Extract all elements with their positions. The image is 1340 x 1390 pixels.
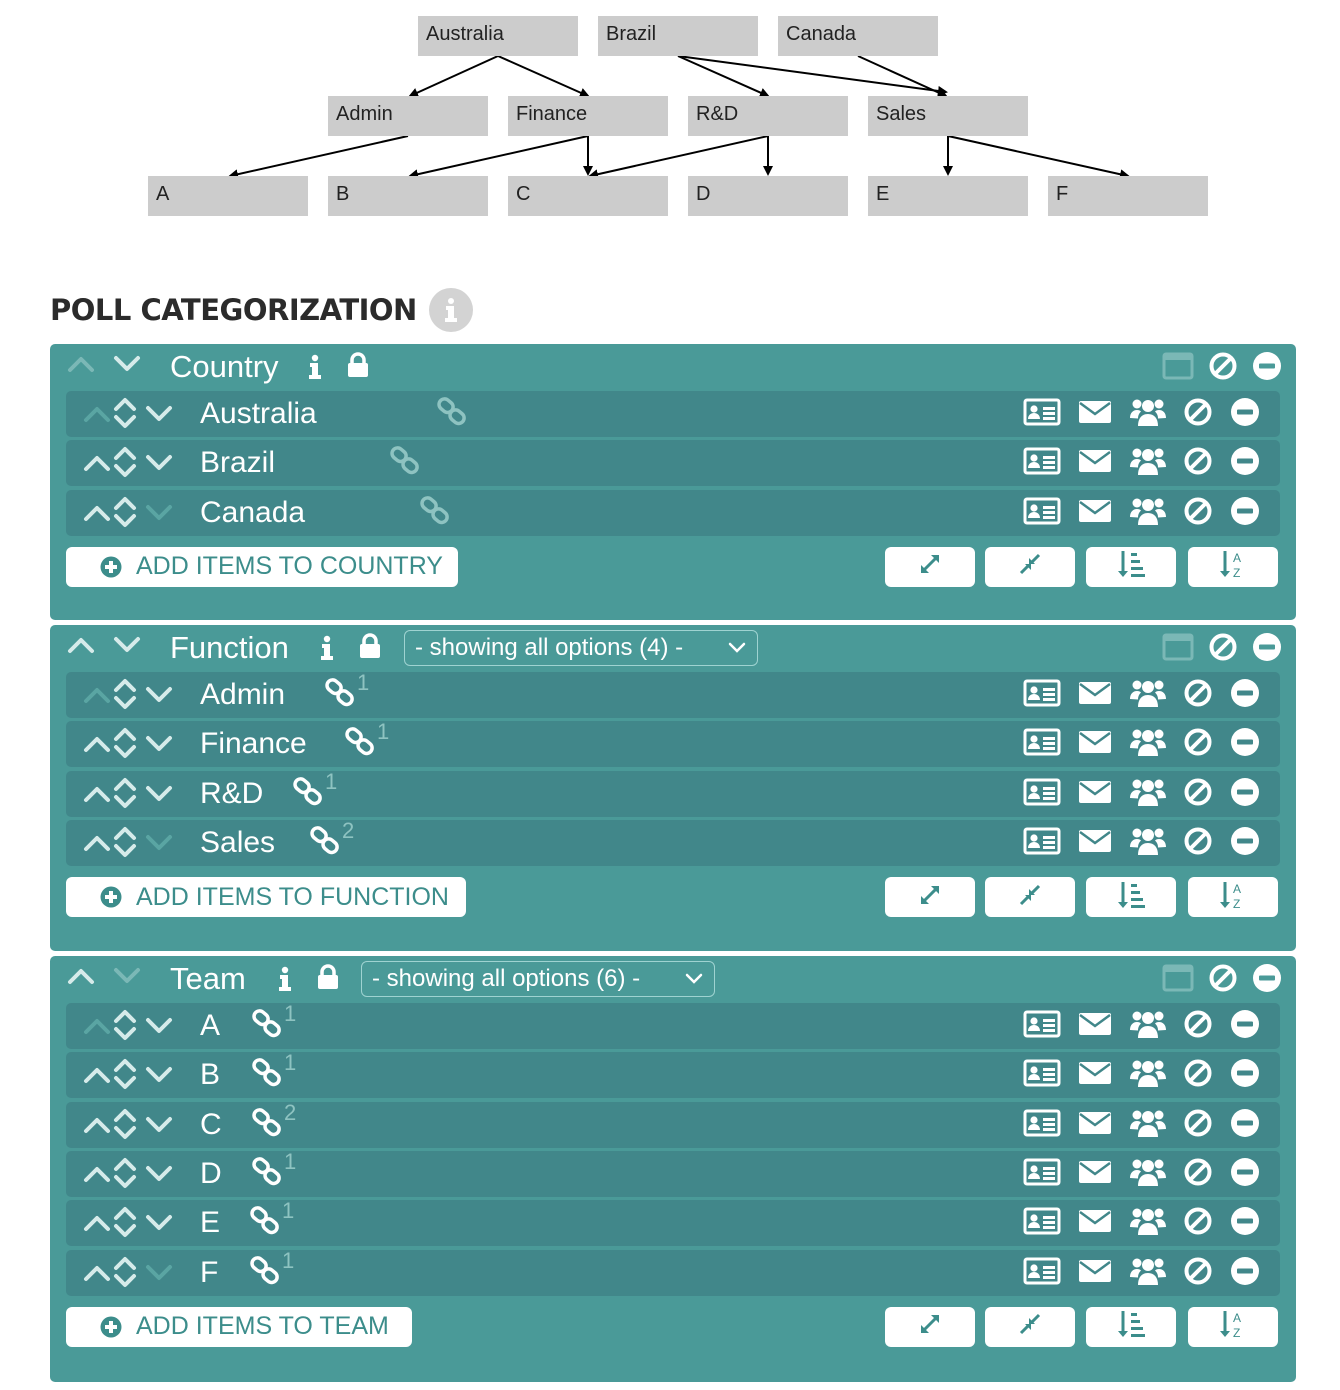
envelope-icon[interactable] (1068, 1059, 1121, 1087)
category-actions (1162, 632, 1282, 667)
item-reorder (82, 827, 178, 859)
svg-text:A: A (1233, 1311, 1242, 1326)
item-actions (1015, 1156, 1268, 1188)
move-down-icon[interactable] (144, 404, 174, 429)
info-icon[interactable] (308, 354, 322, 385)
move-down-icon[interactable] (144, 1164, 174, 1189)
move-down-icon[interactable] (112, 635, 142, 660)
users-icon[interactable] (1121, 825, 1174, 857)
item-links (419, 494, 452, 532)
window-icon[interactable] (1162, 633, 1194, 666)
ban-icon[interactable] (1174, 1108, 1222, 1138)
add-items-label: ADD ITEMS TO COUNTRY (136, 552, 443, 581)
ban-icon[interactable] (1174, 777, 1222, 807)
category-actions (1162, 963, 1282, 998)
drag-handle-icon[interactable] (112, 825, 138, 864)
info-icon[interactable] (429, 288, 473, 332)
item-label[interactable]: C (200, 1107, 222, 1141)
drag-handle-icon[interactable] (112, 1107, 138, 1146)
drag-handle-icon[interactable] (112, 1156, 138, 1195)
link-icon[interactable] (324, 676, 356, 713)
item-actions (1015, 396, 1268, 428)
drag-handle-icon[interactable] (112, 1008, 138, 1047)
users-icon[interactable] (1121, 1205, 1174, 1237)
move-down-icon[interactable] (112, 966, 142, 991)
envelope-icon[interactable] (1068, 1109, 1121, 1137)
ban-icon[interactable] (1174, 496, 1222, 526)
move-up-icon[interactable] (82, 1016, 112, 1041)
contact-card-icon[interactable] (1015, 777, 1068, 807)
item-actions (1015, 445, 1268, 477)
contact-card-icon[interactable] (1015, 1157, 1068, 1187)
link-count: 1 (282, 1198, 295, 1224)
minus-circle-icon[interactable] (1222, 727, 1268, 757)
contact-card-icon[interactable] (1015, 1009, 1068, 1039)
link-icon[interactable] (344, 725, 376, 762)
move-down-icon[interactable] (144, 503, 174, 528)
item-links (344, 719, 390, 763)
item-label[interactable]: E (200, 1206, 221, 1240)
envelope-icon[interactable] (1068, 679, 1121, 707)
expand-button[interactable] (885, 877, 975, 917)
move-down-icon[interactable] (144, 734, 174, 759)
drag-handle-icon[interactable] (112, 726, 138, 765)
sort-numeric-icon (1117, 1309, 1145, 1344)
move-up-icon[interactable] (82, 1065, 112, 1090)
item-reorder (82, 497, 178, 529)
item-actions (1015, 776, 1268, 808)
link-count: 1 (325, 768, 338, 794)
item-links (309, 817, 355, 862)
minus-circle-icon[interactable] (1222, 777, 1268, 807)
drag-handle-icon[interactable] (112, 1057, 138, 1096)
item-reorder (82, 1010, 178, 1042)
ban-icon[interactable] (1174, 678, 1222, 708)
expand-button[interactable] (885, 1307, 975, 1347)
item-reorder (82, 1059, 178, 1091)
sort-alpha-button[interactable] (1188, 877, 1278, 917)
category-title[interactable]: Team (170, 961, 246, 996)
drag-handle-icon[interactable] (112, 677, 138, 716)
link-icon[interactable] (251, 1007, 283, 1044)
diagram-node-team: E (868, 176, 1028, 216)
users-icon[interactable] (1121, 1057, 1174, 1089)
item-label[interactable]: Canada (200, 495, 306, 529)
page-title: POLL CATEGORIZATION (50, 293, 417, 327)
contact-card-icon[interactable] (1015, 397, 1068, 427)
contact-card-icon[interactable] (1015, 1256, 1068, 1286)
options-filter-select[interactable] (404, 630, 758, 666)
add-items-label: ADD ITEMS TO FUNCTION (136, 882, 449, 911)
move-up-icon[interactable] (82, 1263, 112, 1288)
item-links (324, 670, 370, 714)
move-down-icon[interactable] (112, 354, 142, 379)
minus-circle-icon[interactable] (1222, 1009, 1268, 1039)
envelope-icon[interactable] (1068, 728, 1121, 756)
item-links (251, 1050, 297, 1094)
item-label[interactable]: D (200, 1156, 222, 1190)
drag-handle-icon[interactable] (112, 396, 138, 435)
users-icon[interactable] (1121, 1156, 1174, 1188)
link-count: 1 (282, 1247, 295, 1273)
category-reorder (66, 354, 142, 379)
minus-circle-icon[interactable] (1222, 1058, 1268, 1088)
list-item[interactable] (66, 440, 1280, 486)
sort-alpha-icon (1219, 880, 1247, 915)
minus-circle-icon[interactable] (1222, 1157, 1268, 1187)
item-links (436, 395, 469, 433)
move-up-icon[interactable] (82, 685, 112, 710)
diagram-node-function: Sales (868, 96, 1028, 136)
move-up-icon[interactable] (66, 354, 96, 379)
item-label[interactable]: Brazil (200, 446, 276, 480)
category-title[interactable]: Function (170, 630, 289, 665)
item-links (251, 1148, 297, 1193)
section-header (50, 288, 473, 332)
minus-circle-icon[interactable] (1222, 1256, 1268, 1286)
category-panel-team (50, 956, 1296, 1382)
link-icon[interactable] (251, 1056, 283, 1093)
item-actions (1015, 1008, 1268, 1040)
diagram-node-function: Finance (508, 96, 668, 136)
expand-icon (917, 551, 943, 582)
link-count: 2 (342, 817, 355, 843)
sort-numeric-button[interactable] (1086, 547, 1176, 587)
add-items-button[interactable] (66, 877, 466, 917)
sort-numeric-button[interactable] (1086, 877, 1176, 917)
move-down-icon[interactable] (144, 1016, 174, 1041)
ban-icon[interactable] (1174, 397, 1222, 427)
link-icon[interactable] (419, 494, 451, 531)
minus-circle-icon[interactable] (1252, 632, 1282, 667)
chevron-down-icon (684, 965, 704, 993)
users-icon[interactable] (1121, 1255, 1174, 1287)
collapse-icon (1017, 1311, 1043, 1342)
envelope-icon[interactable] (1068, 1010, 1121, 1038)
link-icon[interactable] (292, 775, 324, 812)
item-label[interactable]: F (200, 1255, 219, 1289)
envelope-icon[interactable] (1068, 827, 1121, 855)
list-item[interactable] (66, 1247, 1280, 1296)
move-down-icon[interactable] (144, 1263, 174, 1288)
ban-icon[interactable] (1174, 727, 1222, 757)
minus-circle-icon[interactable] (1252, 963, 1282, 998)
ban-icon[interactable] (1174, 1058, 1222, 1088)
chevron-down-icon (727, 634, 747, 662)
category-reorder (66, 966, 142, 991)
item-actions (1015, 1057, 1268, 1089)
add-items-label: ADD ITEMS TO TEAM (136, 1312, 389, 1341)
ban-icon[interactable] (1174, 446, 1222, 476)
link-count: 1 (357, 670, 370, 695)
item-label[interactable]: Australia (200, 397, 317, 430)
svg-text:Z: Z (1233, 566, 1241, 580)
item-reorder (82, 447, 178, 479)
move-up-icon[interactable] (82, 1115, 112, 1140)
move-up-icon[interactable] (82, 833, 112, 858)
ban-icon[interactable] (1174, 1157, 1222, 1187)
lock-icon[interactable] (316, 964, 340, 995)
link-count: 1 (284, 1050, 297, 1076)
diagram-node-team: B (328, 176, 488, 216)
category-panel-country (50, 344, 1296, 620)
link-icon[interactable] (389, 444, 421, 481)
item-links (292, 768, 338, 813)
list-item[interactable] (66, 391, 1280, 437)
users-icon[interactable] (1121, 495, 1174, 527)
item-links (389, 444, 422, 482)
envelope-icon[interactable] (1068, 398, 1121, 426)
contact-card-icon[interactable] (1015, 1108, 1068, 1138)
options-filter-select[interactable] (361, 961, 715, 997)
collapse-button[interactable] (985, 1307, 1075, 1347)
ban-icon[interactable] (1174, 826, 1222, 856)
list-item[interactable] (66, 1052, 1280, 1098)
minus-circle-icon[interactable] (1222, 826, 1268, 856)
collapse-button[interactable] (985, 877, 1075, 917)
envelope-icon[interactable] (1068, 778, 1121, 806)
item-reorder (82, 778, 178, 810)
users-icon[interactable] (1121, 677, 1174, 709)
contact-card-icon[interactable] (1015, 446, 1068, 476)
move-down-icon[interactable] (144, 453, 174, 478)
category-title[interactable]: Country (170, 349, 279, 384)
minus-circle-icon[interactable] (1222, 1108, 1268, 1138)
move-down-icon[interactable] (144, 1115, 174, 1140)
svg-text:Z: Z (1233, 1326, 1241, 1340)
svg-text:Z: Z (1233, 896, 1241, 910)
contact-card-icon[interactable] (1015, 1206, 1068, 1236)
item-reorder (82, 1109, 178, 1141)
category-panel-function (50, 625, 1296, 951)
ban-icon[interactable] (1174, 1206, 1222, 1236)
plus-circle-icon (100, 1316, 122, 1338)
sort-alpha-icon (1219, 549, 1247, 584)
drag-handle-icon[interactable] (112, 1255, 138, 1294)
sort-numeric-icon (1117, 549, 1145, 584)
plus-circle-icon (100, 886, 122, 908)
drag-handle-icon[interactable] (112, 1205, 138, 1244)
collapse-icon (1017, 882, 1043, 913)
diagram-node-country: Australia (418, 16, 578, 56)
link-icon[interactable] (436, 395, 468, 432)
minus-circle-icon[interactable] (1222, 1206, 1268, 1236)
sort-alpha-icon (1219, 1309, 1247, 1344)
item-actions (1015, 1205, 1268, 1237)
minus-circle-icon[interactable] (1222, 496, 1268, 526)
category-actions (1162, 351, 1282, 386)
diagram-node-function: R&D (688, 96, 848, 136)
sort-alpha-button[interactable] (1188, 547, 1278, 587)
item-links (251, 1099, 297, 1144)
expand-button[interactable] (885, 547, 975, 587)
svg-text:A: A (1233, 881, 1242, 896)
diagram-node-team: F (1048, 176, 1208, 216)
list-item[interactable] (66, 817, 1280, 866)
ban-icon[interactable] (1174, 1256, 1222, 1286)
contact-card-icon[interactable] (1015, 826, 1068, 856)
item-links (249, 1247, 295, 1292)
users-icon[interactable] (1121, 396, 1174, 428)
sort-numeric-button[interactable] (1086, 1307, 1176, 1347)
diagram-node-team: A (148, 176, 308, 216)
link-icon[interactable] (251, 1155, 283, 1192)
users-icon[interactable] (1121, 776, 1174, 808)
link-icon[interactable] (249, 1254, 281, 1291)
link-count: 1 (377, 719, 390, 745)
item-reorder (82, 1158, 178, 1190)
category-reorder (66, 635, 142, 660)
link-count: 1 (284, 1148, 297, 1174)
window-icon[interactable] (1162, 352, 1194, 385)
collapse-button[interactable] (985, 547, 1075, 587)
users-icon[interactable] (1121, 1008, 1174, 1040)
link-icon[interactable] (309, 824, 341, 861)
item-reorder (82, 1257, 178, 1289)
move-down-icon[interactable] (144, 685, 174, 710)
contact-card-icon[interactable] (1015, 678, 1068, 708)
item-actions (1015, 495, 1268, 527)
item-links (251, 1001, 297, 1045)
list-item[interactable] (66, 672, 1280, 718)
item-actions (1015, 1107, 1268, 1139)
category-header (50, 344, 1296, 390)
contact-card-icon[interactable] (1015, 1058, 1068, 1088)
add-items-button[interactable] (66, 547, 458, 587)
ban-icon[interactable] (1174, 1009, 1222, 1039)
envelope-icon[interactable] (1068, 1158, 1121, 1186)
move-up-icon[interactable] (82, 404, 112, 429)
window-icon[interactable] (1162, 964, 1194, 997)
link-count: 2 (284, 1099, 297, 1125)
users-icon[interactable] (1121, 1107, 1174, 1139)
minus-circle-icon[interactable] (1222, 678, 1268, 708)
contact-card-icon[interactable] (1015, 727, 1068, 757)
minus-circle-icon[interactable] (1252, 351, 1282, 386)
envelope-icon[interactable] (1068, 1257, 1121, 1285)
item-label[interactable]: Finance (200, 727, 307, 761)
minus-circle-icon[interactable] (1222, 397, 1268, 427)
add-items-button[interactable] (66, 1307, 412, 1347)
drag-handle-icon[interactable] (112, 495, 138, 534)
ban-icon[interactable] (1208, 963, 1238, 998)
move-down-icon[interactable] (144, 833, 174, 858)
item-links (249, 1198, 295, 1242)
minus-circle-icon[interactable] (1222, 446, 1268, 476)
item-actions (1015, 726, 1268, 758)
expand-icon (917, 882, 943, 913)
list-item[interactable] (66, 1200, 1280, 1246)
list-item[interactable] (66, 721, 1280, 767)
move-up-icon[interactable] (82, 784, 112, 809)
hierarchy-diagram (0, 0, 1340, 230)
link-icon[interactable] (251, 1106, 283, 1143)
item-reorder (82, 728, 178, 760)
users-icon[interactable] (1121, 445, 1174, 477)
item-label[interactable]: B (200, 1058, 221, 1092)
diagram-node-country: Brazil (598, 16, 758, 56)
plus-circle-icon (100, 556, 122, 578)
item-label[interactable]: Admin (200, 678, 286, 711)
move-up-icon[interactable] (66, 635, 96, 660)
link-count: 1 (284, 1001, 297, 1026)
list-item[interactable] (66, 768, 1280, 817)
sort-alpha-button[interactable] (1188, 1307, 1278, 1347)
list-item[interactable] (66, 1099, 1280, 1148)
envelope-icon[interactable] (1068, 497, 1121, 525)
info-icon[interactable] (320, 635, 334, 666)
ban-icon[interactable] (1208, 632, 1238, 667)
move-down-icon[interactable] (144, 1213, 174, 1238)
lock-icon[interactable] (346, 352, 370, 383)
move-up-icon[interactable] (82, 734, 112, 759)
category-header (50, 956, 1296, 1002)
users-icon[interactable] (1121, 726, 1174, 758)
list-item[interactable] (66, 490, 1280, 536)
expand-icon (917, 1311, 943, 1342)
drag-handle-icon[interactable] (112, 445, 138, 484)
svg-text:A: A (1233, 551, 1242, 566)
item-reorder (82, 398, 178, 430)
item-label[interactable]: A (200, 1009, 221, 1042)
diagram-node-team: C (508, 176, 668, 216)
move-down-icon[interactable] (144, 784, 174, 809)
select-value: - showing all options (6) - (372, 965, 641, 992)
collapse-icon (1017, 551, 1043, 582)
ban-icon[interactable] (1208, 351, 1238, 386)
item-reorder (82, 679, 178, 711)
move-up-icon[interactable] (82, 1213, 112, 1238)
list-item[interactable] (66, 1003, 1280, 1049)
diagram-node-country: Canada (778, 16, 938, 56)
move-down-icon[interactable] (144, 1065, 174, 1090)
move-up-icon[interactable] (82, 453, 112, 478)
sort-numeric-icon (1117, 880, 1145, 915)
drag-handle-icon[interactable] (112, 776, 138, 815)
contact-card-icon[interactable] (1015, 496, 1068, 526)
item-actions (1015, 1255, 1268, 1287)
item-reorder (82, 1207, 178, 1239)
move-up-icon[interactable] (82, 503, 112, 528)
info-icon[interactable] (278, 966, 292, 997)
item-label[interactable]: R&D (200, 776, 264, 810)
select-value: - showing all options (4) - (415, 634, 684, 661)
envelope-icon[interactable] (1068, 447, 1121, 475)
item-actions (1015, 825, 1268, 857)
item-label[interactable]: Sales (200, 825, 276, 859)
link-icon[interactable] (249, 1204, 281, 1241)
item-actions (1015, 677, 1268, 709)
move-up-icon[interactable] (66, 966, 96, 991)
diagram-node-function: Admin (328, 96, 488, 136)
envelope-icon[interactable] (1068, 1207, 1121, 1235)
category-header (50, 625, 1296, 671)
list-item[interactable] (66, 1148, 1280, 1197)
diagram-node-team: D (688, 176, 848, 216)
move-up-icon[interactable] (82, 1164, 112, 1189)
lock-icon[interactable] (358, 633, 382, 664)
